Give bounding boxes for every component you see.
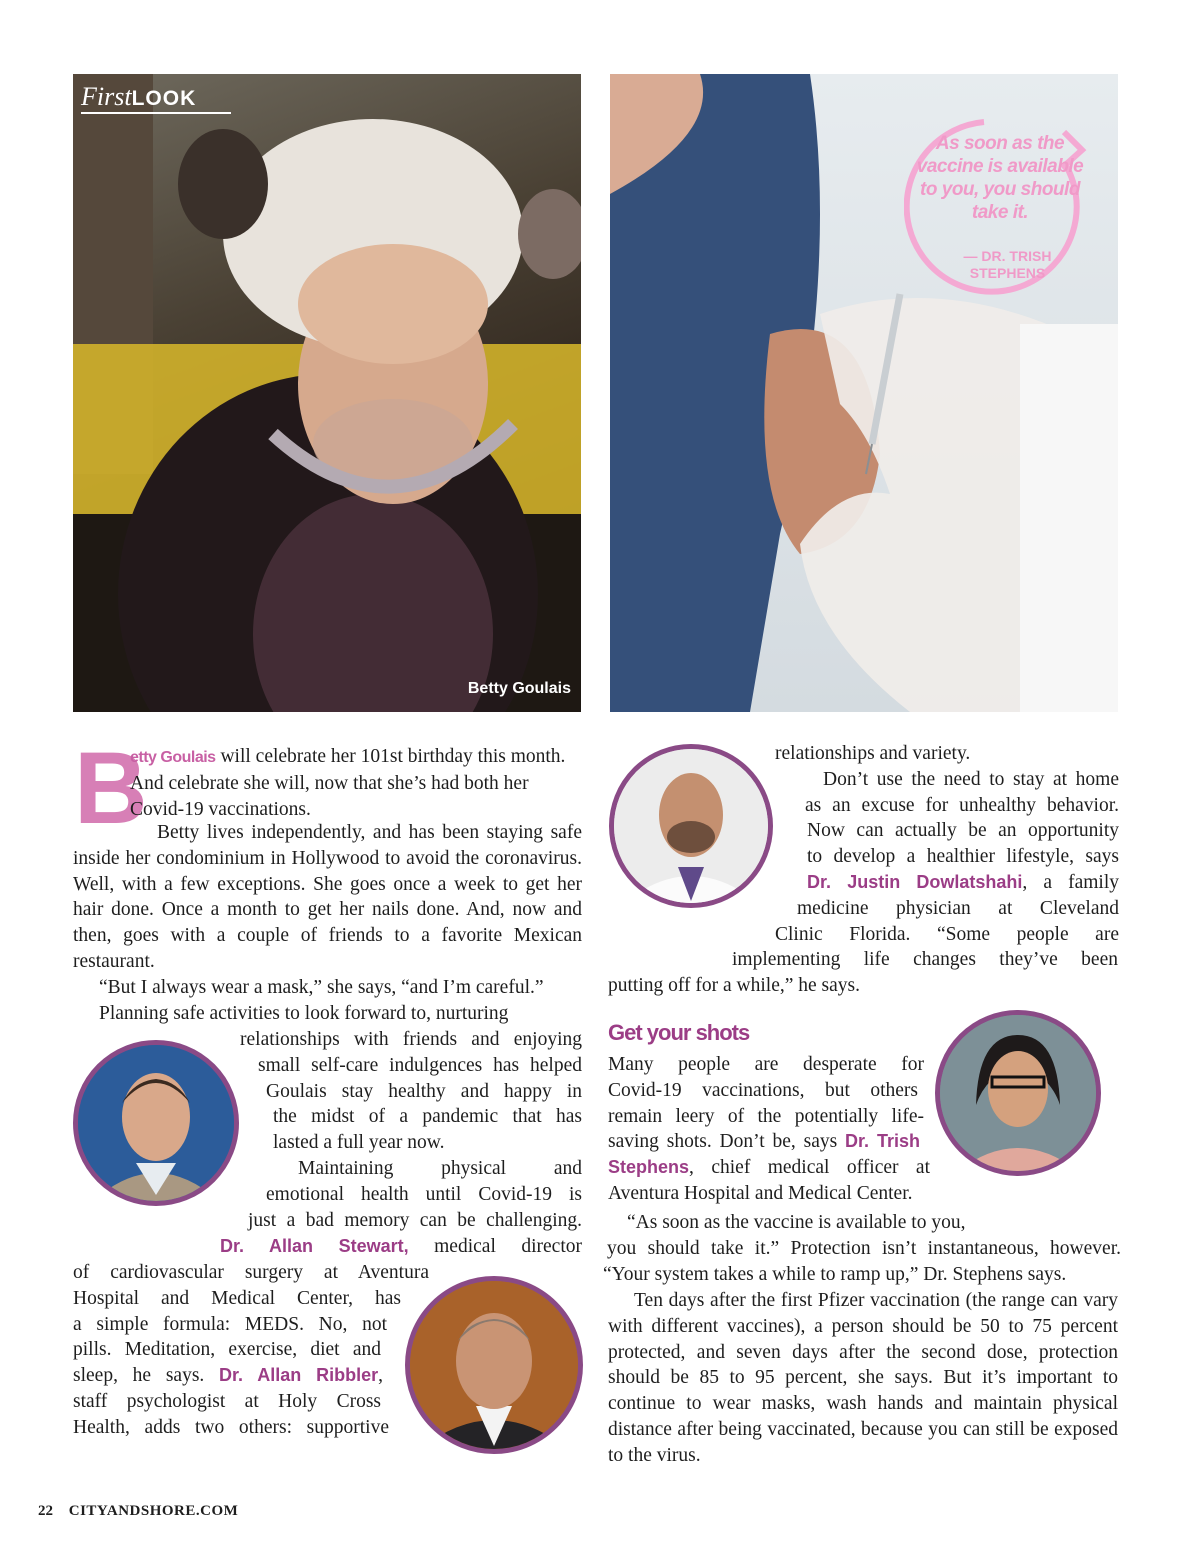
paragraph-planning-line1: Planning safe activities to look forward to, nurturing	[99, 1002, 509, 1024]
section-header-bold: LOOK	[131, 87, 197, 110]
paragraph-ten-days: Ten days after the first Pfizer vaccination (the range can vary with different vaccines), a person should be 50 to 75 percent protected, and seven days after the second dose, protection should be 85 to 95 percent, she says. But it’s important to continue to wear masks, wash hands and maintain physical distance after being vaccinated, because you can still be exposed to the virus.	[608, 1290, 1118, 1466]
ribbler-pre: sleep, he says.	[73, 1365, 220, 1387]
pull-quote-text: As soon as the vaccine is available to you, you should take it.	[916, 133, 1084, 223]
right-final-paragraph	[608, 1288, 1118, 1469]
name-justin-dowlatshahi: Dr. Justin Dowlatshahi	[807, 871, 1023, 892]
wrap-line: Now can actually be an opportunity	[807, 820, 1119, 842]
wrap-line: Hospital and Medical Center, has	[73, 1287, 401, 1309]
section-header-script: First	[81, 82, 132, 111]
headshot-trish-stephens	[935, 1010, 1101, 1176]
drop-cap: B	[74, 731, 148, 845]
wrap-line: relationships with friends and enjoying	[240, 1029, 582, 1050]
left-wrap-block-1	[240, 1027, 582, 1233]
stewart-title: medical director	[408, 1236, 582, 1257]
paragraph-mask-quote: “But I always wear a mask,” she says, “and I’m careful.”	[99, 976, 544, 998]
header-underline	[81, 112, 231, 114]
left-wrap-block-2	[73, 1260, 433, 1441]
section-header	[81, 82, 196, 112]
right-full-lines-1	[608, 947, 1118, 999]
wrap-line: as an excuse for unhealthy behavior.	[805, 794, 1119, 816]
pull-quote-attribution-line1: — DR. TRISH	[963, 248, 1052, 264]
wrap-line: staff psychologist at Holy Cross	[73, 1390, 381, 1412]
pull-quote-attribution-line2: STEPHENS	[969, 265, 1046, 281]
photo-illustration	[73, 74, 581, 712]
stewart-line	[220, 1234, 582, 1260]
wrap-line: Goulais stay healthy and happy in	[266, 1080, 582, 1102]
headshot-trish-stephens-illustration	[940, 1015, 1096, 1171]
dowlatshahi-post: , a family	[1022, 871, 1119, 893]
ribbler-post: ,	[378, 1365, 383, 1387]
wrap-line: pills. Meditation, exercise, diet and	[73, 1339, 381, 1361]
quote-line-2: you should take it.” Protection isn’t instantaneous, however.	[607, 1237, 1121, 1259]
left-lead-lines	[130, 744, 582, 822]
headshot-allan-ribbler	[405, 1276, 583, 1454]
wrap-line: implementing life changes they’ve been	[732, 949, 1118, 970]
wrap-line: putting off for a while,” he says.	[608, 974, 860, 996]
photo-vaccination	[610, 74, 1118, 712]
wrap-line: to develop a healthier lifestyle, says	[807, 846, 1119, 868]
headshot-justin-dowlatshahi-illustration	[614, 749, 768, 903]
headshot-allan-stewart	[73, 1040, 239, 1206]
headshot-allan-ribbler-illustration	[410, 1281, 578, 1449]
wrap-line: Covid-19 vaccinations, but others	[608, 1079, 918, 1101]
wrap-line: Health, adds two others: supportive	[73, 1416, 389, 1438]
headshot-allan-stewart-illustration	[78, 1045, 234, 1201]
wrap-line	[73, 1363, 383, 1389]
right-wrap-block-2	[608, 1052, 932, 1207]
name-trish-stephens-part2: Stephens	[608, 1157, 690, 1178]
lead-name: etty Goulais	[130, 749, 216, 766]
photo-caption: Betty Goulais	[467, 680, 571, 697]
lead-line-3: Covid-19 vaccinations.	[130, 798, 311, 820]
page-footer	[38, 1503, 238, 1520]
wrap-line: just a bad memory can be challenging.	[248, 1209, 582, 1231]
page-number: 22	[38, 1503, 53, 1519]
right-wrap-block-1	[775, 741, 1119, 947]
wrap-line: remain leery of the potentially life-	[608, 1105, 924, 1127]
wrap-line: of cardiovascular surgery at Aventura	[73, 1262, 429, 1283]
wrap-line: Maintaining physical and	[298, 1157, 582, 1179]
wrap-line	[608, 1155, 930, 1181]
name-allan-stewart: Dr. Allan Stewart,	[220, 1236, 409, 1256]
lead-line-1	[130, 744, 582, 771]
quote-line-3: “Your system takes a while to ramp up,” Dr. Stephens says.	[603, 1263, 1067, 1285]
quote-line-1: “As soon as the vaccine is available to you,	[627, 1212, 966, 1233]
wrap-line: lasted a full year now.	[273, 1132, 445, 1154]
paragraph-independence: Betty lives independently, and has been staying safe inside her condominium in Hollywood to avoid the coronavirus. Well, with a few exceptions. She goes once a week to get her hair done. Once a month to get her nails done. And, now and then, goes with a couple of friends to a favorite Mexican restaurant.	[73, 822, 582, 972]
wrap-line: relationships and variety.	[775, 743, 971, 764]
site-name: CITYANDSHORE.COM	[68, 1503, 239, 1519]
lead-line-1-text: will celebrate her 101st birthday this month.	[215, 746, 566, 767]
wrap-line: emotional health until Covid-19 is	[266, 1183, 582, 1205]
wrap-line	[608, 1129, 920, 1155]
stephens-post: , chief medical officer at	[689, 1157, 930, 1179]
name-trish-stephens-part1: Dr. Trish	[845, 1131, 920, 1152]
name-allan-ribbler: Dr. Allan Ribbler	[219, 1365, 379, 1386]
stephens-pre: saving shots. Don’t be, says	[608, 1131, 846, 1153]
wrap-line: the midst of a pandemic that has	[273, 1106, 582, 1128]
wrap-line: Many people are desperate for	[608, 1054, 924, 1075]
lead-line-2: And celebrate she will, now that she’s had both her	[130, 772, 529, 794]
right-quote-block	[603, 1210, 1121, 1287]
subhead-get-your-shots: Get your shots	[608, 1020, 750, 1045]
wrap-line: Don’t use the need to stay at home	[823, 768, 1119, 790]
wrap-line: small self-care indulgences has helped	[258, 1054, 582, 1076]
left-main-paragraphs	[73, 820, 582, 1026]
photo-betty-goulais	[73, 74, 581, 712]
wrap-line: medicine physician at Cleveland	[797, 897, 1119, 919]
wrap-line: a simple formula: MEDS. No, not	[73, 1313, 387, 1335]
headshot-justin-dowlatshahi	[609, 744, 773, 908]
wrap-line: Aventura Hospital and Medical Center.	[608, 1182, 913, 1204]
pull-quote-attribution	[915, 248, 1100, 282]
wrap-line: Clinic Florida. “Some people are	[775, 923, 1119, 945]
wrap-line	[807, 870, 1119, 896]
